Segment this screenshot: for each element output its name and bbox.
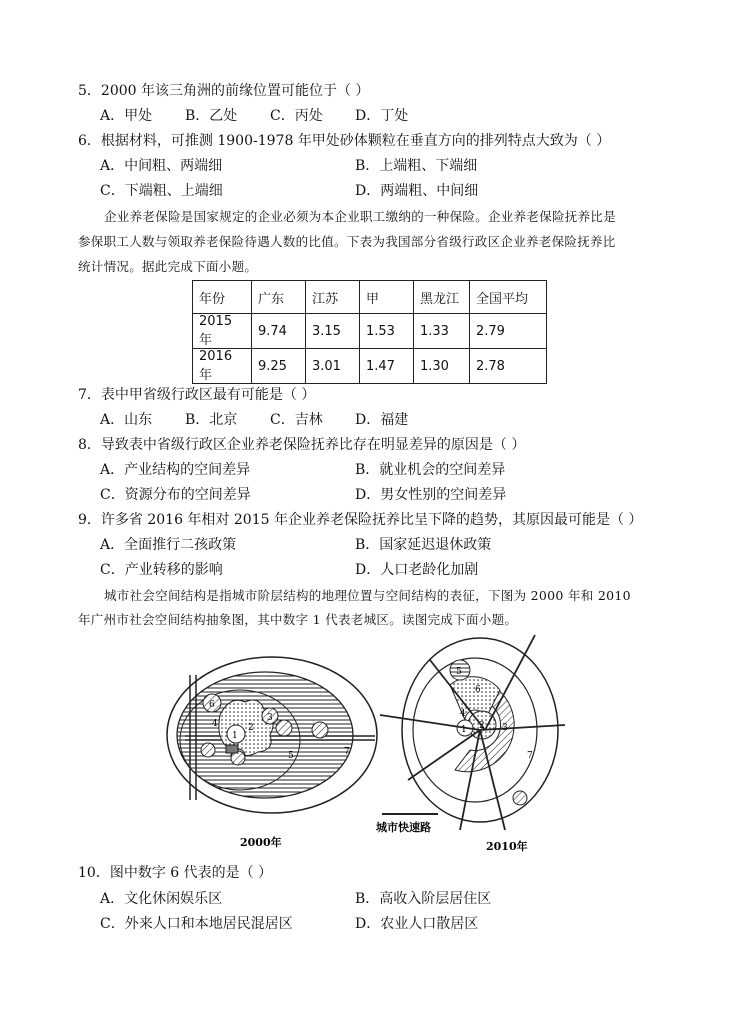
q9-option-d: D．人口老龄化加剧 <box>355 562 479 578</box>
q7-option-c: C．吉林 <box>270 412 323 428</box>
q7-option-b: B．北京 <box>185 412 238 428</box>
table-cell: 3.01 <box>306 349 360 384</box>
q9-option-a: A．全面推行二孩政策 <box>100 537 237 553</box>
q5-option-b: B．乙处 <box>185 108 238 124</box>
q10-option-c: C．外来人口和本地居民混居区 <box>100 916 293 932</box>
table-cell: 2016年 <box>193 349 252 384</box>
passage2-line2: 年广州市社会空间结构抽象图，其中数字 1 代表老城区。读图完成下面小题。 <box>78 612 518 627</box>
q5-stem: 5．2000 年该三角洲的前缘位置可能位于（ ） <box>78 83 370 99</box>
q7-option-a: A．山东 <box>100 412 153 428</box>
map-2000 <box>167 657 377 813</box>
map-2010 <box>380 635 565 830</box>
q10-stem: 10．图中数字 6 代表的是（ ） <box>78 865 273 881</box>
q7-option-d: D．福建 <box>355 412 409 428</box>
label-6-2010: 6 <box>475 685 481 695</box>
label-4-2010: 4 <box>460 709 466 719</box>
table-cell: 1.30 <box>414 349 470 384</box>
table-header-cell: 广东 <box>252 281 306 314</box>
q10-option-a: A．文化休闲娱乐区 <box>100 891 223 907</box>
zone-6-2000 <box>201 743 215 757</box>
caption-2010: 2010年 <box>486 840 528 853</box>
table-cell: 1.47 <box>360 349 414 384</box>
table-cell: 9.25 <box>252 349 306 384</box>
q6-option-d: D．两端粗、中间细 <box>355 183 479 199</box>
table-header-cell: 黑龙江 <box>414 281 470 314</box>
table-row <box>193 314 547 349</box>
table-cell: 9.74 <box>252 314 306 349</box>
zone-4-2000 <box>226 745 238 753</box>
label-7-2010: 7 <box>527 751 533 761</box>
q5-option-d: D．丁处 <box>355 108 409 124</box>
label-3-2010: 3 <box>502 723 508 733</box>
q5-option-c: C．丙处 <box>270 108 323 124</box>
label-2-2000: 2 <box>248 723 254 733</box>
label-5-2010: 5 <box>456 667 462 677</box>
q8-option-a: A．产业结构的空间差异 <box>100 462 251 478</box>
urban-structure-figure <box>160 630 590 860</box>
table-row <box>193 349 547 384</box>
table-cell: 3.15 <box>306 314 360 349</box>
q9-stem: 9．许多省 2016 年相对 2015 年企业养老保险抚养比呈下降的趋势，其原因最可能是（ ） <box>78 512 643 528</box>
q6-stem: 6．根据材料，可推测 1900-1978 年甲处砂体颗粒在垂直方向的排列特点大致为（ ） <box>78 133 611 149</box>
q5-option-a: A．甲处 <box>100 108 153 124</box>
table-cell: 1.53 <box>360 314 414 349</box>
label-1-2010: 1 <box>461 725 467 735</box>
q7-stem: 7．表中甲省级行政区最有可能是（ ） <box>78 387 316 403</box>
q8-option-c: C．资源分布的空间差异 <box>100 487 251 503</box>
q10-option-d: D．农业人口散居区 <box>355 916 479 932</box>
label-6-2000: 6 <box>209 700 215 710</box>
q9-option-c: C．产业转移的影响 <box>100 562 223 578</box>
q8-option-b: B．就业机会的空间差异 <box>355 462 506 478</box>
table-cell: 1.33 <box>414 314 470 349</box>
q6-option-c: C．下端粗、上端细 <box>100 183 223 199</box>
label-4-2000: 4 <box>212 719 218 729</box>
q9-option-b: B．国家延迟退休政策 <box>355 537 492 553</box>
q6-option-b: B．上端粗、下端细 <box>355 158 478 174</box>
label-7-2000: 7 <box>344 747 350 757</box>
table-header-row <box>193 281 547 314</box>
q8-option-d: D．男女性别的空间差异 <box>355 487 507 503</box>
table-header-cell: 年份 <box>193 281 252 314</box>
passage1-line2: 参保职工人数与领取养老保险待遇人数的比值。下表为我国部分省级行政区企业养老保险抚养比 <box>78 234 616 249</box>
table-header-cell: 全国平均 <box>470 281 547 314</box>
table-cell: 2.79 <box>470 314 547 349</box>
label-1-2000: 1 <box>232 731 238 741</box>
pension-ratio-table <box>192 280 547 384</box>
passage2-line1: 城市社会空间结构是指城市阶层结构的地理位置与空间结构的表征，下图为 2000 年和 2010 <box>104 588 631 603</box>
label-5-2000: 5 <box>288 751 294 761</box>
zone-6-2000 <box>312 722 328 738</box>
q6-option-a: A．中间粗、两端细 <box>100 158 223 174</box>
table-cell: 2.78 <box>470 349 547 384</box>
caption-2000: 2000年 <box>240 836 282 849</box>
zone-6-2000 <box>276 720 292 736</box>
label-2-2010: 2 <box>479 721 485 731</box>
q10-option-b: B．高收入阶层居住区 <box>355 891 492 907</box>
q8-stem: 8．导致表中省级行政区企业养老保险抚养比存在明显差异的原因是（ ） <box>78 437 526 453</box>
table-cell: 2015年 <box>193 314 252 349</box>
zone-6-2010 <box>513 791 527 805</box>
label-3-2000: 3 <box>267 713 273 723</box>
table-header-cell: 甲 <box>360 281 414 314</box>
passage1-line1: 企业养老保险是国家规定的企业必须为本企业职工缴纳的一种保险。企业养老保险抚养比是 <box>104 209 617 224</box>
passage1-line3: 统计情况。据此完成下面小题。 <box>78 259 258 274</box>
table-header-cell: 江苏 <box>306 281 360 314</box>
legend-road-label: 城市快速路 <box>376 821 431 834</box>
